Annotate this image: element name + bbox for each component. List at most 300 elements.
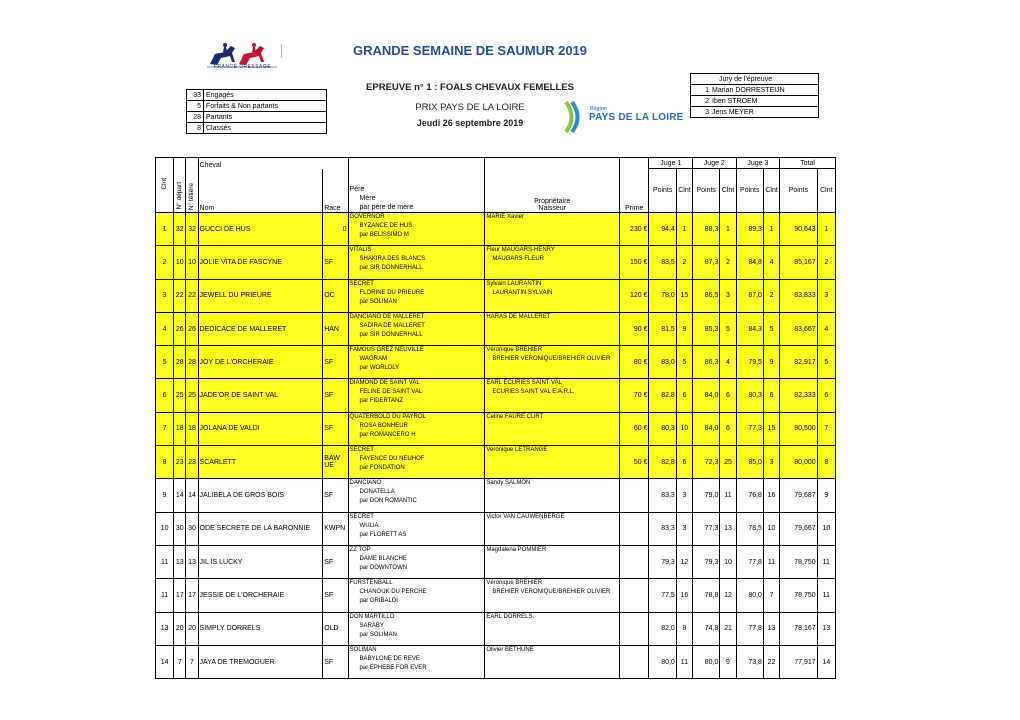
result-row — [156, 645, 836, 678]
judge3-points: 84,8 — [736, 246, 763, 279]
judge3-rank: 11 — [763, 545, 779, 578]
dam-sire: par FONDATION — [359, 465, 405, 472]
prix-name: PRIX PAYS DE LA LOIRE — [415, 102, 525, 113]
judge1-rank: 10 — [676, 412, 692, 445]
judge2-rank: 6 — [720, 379, 736, 412]
results-table — [155, 157, 836, 679]
pedigree-cell — [348, 412, 485, 445]
total-points: 83,667 — [780, 312, 817, 345]
judge1-points: 82,0 — [649, 612, 676, 645]
horse-name: SCARLETT — [198, 446, 323, 479]
owner-cell — [485, 446, 620, 479]
logo-caption: FRANCE DRESSAGE — [213, 64, 272, 70]
judge3-rank: 4 — [763, 246, 779, 279]
jury-row — [691, 85, 819, 96]
stat-label: Forfaits & Non partants — [204, 101, 327, 112]
rank-cell: 6 — [156, 379, 174, 412]
col-cl-2: Clnt — [720, 169, 736, 213]
judge1-points: 77,5 — [649, 579, 676, 612]
judge2-rank: 11 — [720, 479, 736, 512]
total-points: 77,917 — [780, 645, 817, 678]
pedigree-cell — [348, 312, 485, 345]
owner-cell — [485, 279, 620, 312]
total-rank: 2 — [817, 246, 835, 279]
prime-cell — [620, 479, 649, 512]
rank-cell: 14 — [156, 645, 174, 678]
prime-cell: 50 € — [620, 446, 649, 479]
horse-name: JADE'OR DE SAINT VAL — [198, 379, 323, 412]
owner: Fleur MAUGARS-HENRY — [486, 247, 555, 254]
result-row — [156, 479, 836, 512]
col-juge3: Juge 3 — [736, 158, 780, 169]
total-points: 83,833 — [780, 279, 817, 312]
dam: WAGRAM — [359, 356, 387, 363]
depart-cell: 30 — [174, 512, 186, 545]
judge2-points: 77,3 — [693, 512, 720, 545]
sire: QUATERBOLD DU PAYROL — [349, 413, 426, 420]
jury-number: 3 — [691, 107, 711, 118]
dam-sire: par ROMANCERO H — [359, 431, 416, 438]
judge1-rank: 8 — [676, 612, 692, 645]
dam: FAYENCE DU NEUHOF — [359, 456, 425, 463]
judge2-points: 85,3 — [693, 312, 720, 345]
dam: BABYLONE DE REVE — [359, 655, 420, 662]
horse-name: JALIBELA DE GROS BOIS — [198, 479, 323, 512]
col-owner: Propriétaire Naisseur — [485, 158, 620, 213]
owner: Magdalena POMMIER — [486, 546, 547, 553]
depart-cell: 7 — [174, 645, 186, 678]
depart-cell: 28 — [174, 346, 186, 379]
sire: FAMOUS GREZ NEUVILLE — [349, 347, 424, 354]
judge3-points: 77,8 — [736, 545, 763, 578]
total-points: 78,167 — [780, 612, 817, 645]
judge1-points: 80,3 — [649, 412, 676, 445]
owner: Sandy SALMON — [486, 480, 531, 487]
judge1-rank: 6 — [676, 379, 692, 412]
owner: EARL DORRELS. — [486, 613, 535, 620]
tetiere-cell: 22 — [186, 279, 198, 312]
total-rank: 13 — [817, 612, 835, 645]
depart-cell: 32 — [174, 213, 186, 246]
col-juge2: Juge 2 — [693, 158, 737, 169]
judge3-points: 84,3 — [736, 312, 763, 345]
tetiere-cell: 25 — [186, 379, 198, 412]
stat-label: Partants — [204, 112, 327, 123]
pedigree-cell — [348, 579, 485, 612]
jury-name: Jens MEYER — [710, 107, 819, 118]
sire: SECRET — [349, 447, 374, 454]
judge2-rank: 25 — [720, 446, 736, 479]
race-cell: SF — [323, 479, 348, 512]
stat-count: 33 — [187, 90, 204, 101]
owner-cell — [485, 545, 620, 578]
total-points: 85,167 — [780, 246, 817, 279]
col-points-1: Points — [649, 169, 676, 213]
dam-sire: par SIR DONNERHALL — [359, 331, 423, 338]
owner-cell — [485, 379, 620, 412]
depart-cell: 17 — [174, 579, 186, 612]
depart-cell: 18 — [174, 412, 186, 445]
stat-label: Classés — [204, 123, 327, 134]
judge2-rank: 3 — [720, 279, 736, 312]
pedigree-cell — [348, 246, 485, 279]
horse-name: JOLANA DE VALDI — [198, 412, 323, 445]
owner-cell — [485, 612, 620, 645]
tetiere-cell: 17 — [186, 579, 198, 612]
judge1-points: 83,3 — [649, 479, 676, 512]
sire: DANCIANO — [349, 480, 382, 487]
dam: DAME BLANCHE — [359, 555, 407, 562]
stat-count: 5 — [187, 101, 204, 112]
result-row — [156, 612, 836, 645]
horse-name: JEWELL DU PRIEURE — [198, 279, 323, 312]
judge2-points: 72,3 — [693, 446, 720, 479]
owner: Olivier BÉTHUNE — [486, 646, 534, 653]
col-race: Race — [323, 169, 348, 213]
event-date: Jeudi 26 septembre 2019 — [416, 118, 524, 128]
pedigree-cell — [348, 446, 485, 479]
pedigree-cell — [348, 279, 485, 312]
dam-sire: par SIR DONNERHALL — [359, 265, 423, 272]
judge3-points: 73,8 — [736, 645, 763, 678]
stats-row — [187, 90, 327, 101]
pedigree-cell — [348, 346, 485, 379]
jury-number: 1 — [691, 85, 711, 96]
judge3-points: 79,5 — [736, 346, 763, 379]
result-row — [156, 246, 836, 279]
tetiere-cell: 20 — [186, 612, 198, 645]
stat-label: Engagés — [204, 90, 327, 101]
judge2-rank: 21 — [720, 612, 736, 645]
total-rank: 11 — [817, 579, 835, 612]
jury-row — [691, 107, 819, 118]
depart-cell: 13 — [174, 545, 186, 578]
result-row — [156, 312, 836, 345]
result-row — [156, 412, 836, 445]
judge3-rank: 9 — [763, 346, 779, 379]
stats-row — [187, 112, 327, 123]
race-cell: OC — [323, 279, 348, 312]
race-cell: BAW UE — [323, 446, 348, 479]
judge2-points: 86,5 — [693, 279, 720, 312]
judge2-points: 88,3 — [693, 213, 720, 246]
judge3-points: 78,5 — [736, 512, 763, 545]
judge3-rank: 15 — [763, 412, 779, 445]
horse-name: JESSIE DE L'ORCHERAIE — [198, 579, 323, 612]
judge1-rank: 12 — [676, 545, 692, 578]
judge2-points: 80,0 — [693, 645, 720, 678]
stats-row — [187, 101, 327, 112]
dam: WULIA — [359, 522, 379, 529]
judge1-rank: 6 — [676, 446, 692, 479]
total-rank: 6 — [817, 379, 835, 412]
dam: SADIRA DE MALLERET — [359, 322, 425, 329]
logo-separator — [281, 44, 282, 58]
judge1-rank: 16 — [676, 579, 692, 612]
judge2-rank: 4 — [720, 346, 736, 379]
owner-cell — [485, 213, 620, 246]
total-points: 90,643 — [780, 213, 817, 246]
judge2-rank: 5 — [720, 312, 736, 345]
dam-sire: par EPHEBE FOR EVER — [359, 664, 427, 671]
stats-table — [186, 89, 327, 134]
judge2-rank: 2 — [720, 246, 736, 279]
race-cell: OLD — [323, 612, 348, 645]
judge2-rank: 1 — [720, 213, 736, 246]
jury-title: Jury de l'épreuve — [691, 74, 819, 85]
judge3-rank: 22 — [763, 645, 779, 678]
judge2-points: 79,0 — [693, 479, 720, 512]
owner-cell — [485, 346, 620, 379]
dam: BYZANCE DE HUS — [359, 223, 413, 229]
sire: SOLIMAN — [349, 646, 377, 653]
judge3-rank: 10 — [763, 512, 779, 545]
race-cell: 0 — [323, 213, 348, 246]
judge3-rank: 2 — [763, 279, 779, 312]
rank-cell: 11 — [156, 545, 174, 578]
horse-name: JIL IS LUCKY — [198, 545, 323, 578]
sire: GOVERNOR — [349, 214, 385, 220]
total-points: 80,500 — [780, 412, 817, 445]
judge3-points: 77,3 — [736, 412, 763, 445]
jury-name: Marian DORRESTEIJN — [710, 85, 819, 96]
horse-name: SIMPLY DORRELS — [198, 612, 323, 645]
total-points: 78,750 — [780, 545, 817, 578]
rank-cell: 3 — [156, 279, 174, 312]
result-row — [156, 213, 836, 246]
depart-cell: 14 — [174, 479, 186, 512]
pedigree-cell — [348, 512, 485, 545]
prime-cell — [620, 612, 649, 645]
total-rank: 7 — [817, 412, 835, 445]
judge1-points: 82,8 — [649, 446, 676, 479]
rank-cell: 2 — [156, 246, 174, 279]
judge2-points: 87,3 — [693, 246, 720, 279]
total-points: 82,333 — [780, 379, 817, 412]
rank-cell: 8 — [156, 446, 174, 479]
judge3-rank: 3 — [763, 446, 779, 479]
col-juge1: Juge 1 — [649, 158, 693, 169]
dam-sire: par WORLDLY — [359, 365, 400, 372]
judge3-points: 77,8 — [736, 612, 763, 645]
pedigree-cell — [348, 545, 485, 578]
total-rank: 14 — [817, 645, 835, 678]
breeder: MAUGARS FLEUR — [492, 256, 545, 263]
region-name: PAYS DE LA LOIRE — [589, 112, 684, 123]
result-row — [156, 545, 836, 578]
judge1-points: 79,3 — [649, 545, 676, 578]
owner: Véronique BREHIER — [486, 580, 543, 587]
judge2-points: 84,0 — [693, 379, 720, 412]
depart-cell: 10 — [174, 246, 186, 279]
judge3-points: 89,3 — [736, 213, 763, 246]
horse-name: GUCCI DE HUS — [198, 213, 323, 246]
dam-sire: par GRIBALDI — [359, 598, 398, 605]
total-rank: 4 — [817, 312, 835, 345]
stats-row — [187, 123, 327, 134]
owner-cell — [485, 412, 620, 445]
depart-cell: 26 — [174, 312, 186, 345]
prime-cell — [620, 579, 649, 612]
owner-cell — [485, 312, 620, 345]
dam-sire: par DON ROMANTIC — [359, 498, 417, 505]
prime-cell: 90 € — [620, 312, 649, 345]
col-depart: N° départ — [174, 158, 186, 213]
judge3-rank: 7 — [763, 579, 779, 612]
judge3-points: 80,3 — [736, 379, 763, 412]
result-row — [156, 279, 836, 312]
dam-sire: par FLORETT AS — [359, 531, 407, 538]
judge1-points: 83,5 — [649, 246, 676, 279]
rank-cell: 11 — [156, 579, 174, 612]
judge1-rank: 5 — [676, 346, 692, 379]
event-title: GRANDE SEMAINE DE SAUMUR 2019 — [352, 43, 588, 58]
dam: SARABY — [359, 622, 384, 629]
judge2-rank: 6 — [720, 412, 736, 445]
rank-cell: 5 — [156, 346, 174, 379]
depart-cell: 22 — [174, 279, 186, 312]
total-rank: 10 — [817, 512, 835, 545]
total-rank: 5 — [817, 346, 835, 379]
owner: EARL ECURIES SAINT VAL — [486, 380, 562, 387]
stat-count: 28 — [187, 112, 204, 123]
col-cl-total: Clnt — [817, 169, 835, 213]
depart-cell: 20 — [174, 612, 186, 645]
total-points: 82,917 — [780, 346, 817, 379]
breeder: BREHIER VERONIQUE/BREHIER OLIVIER — [492, 589, 611, 596]
judge1-points: 82,8 — [649, 379, 676, 412]
judge1-rank: 2 — [676, 246, 692, 279]
judge1-rank: 3 — [676, 479, 692, 512]
total-rank: 1 — [817, 213, 835, 246]
rank-cell: 7 — [156, 412, 174, 445]
dam-sire: par SOLIMAN — [359, 298, 397, 305]
rank-cell: 10 — [156, 512, 174, 545]
result-row — [156, 379, 836, 412]
rank-cell: 13 — [156, 612, 174, 645]
judge3-rank: 5 — [763, 312, 779, 345]
owner: Véronique BREHIER — [486, 347, 543, 354]
owner-cell — [485, 512, 620, 545]
dam: FLORINE DU PRIEURE — [359, 289, 425, 296]
judge1-rank: 11 — [676, 645, 692, 678]
result-row — [156, 346, 836, 379]
tetiere-cell: 10 — [186, 246, 198, 279]
judge1-points: 94,4 — [649, 213, 676, 246]
sire: DIAMOND DE SAINT VAL — [349, 380, 420, 387]
rank-cell: 9 — [156, 479, 174, 512]
dam: CHANOUK DU PERCHE — [359, 589, 427, 596]
stat-count: 8 — [187, 123, 204, 134]
dam-sire: par FIDERTANZ — [359, 398, 403, 405]
tetiere-cell: 14 — [186, 479, 198, 512]
dam: DONATELLA — [359, 489, 395, 496]
judge3-rank: 13 — [763, 612, 779, 645]
epreuve-title: EPREUVE n° 1 : FOALS CHEVAUX FEMELLES — [366, 82, 574, 93]
race-cell: KWPN — [323, 512, 348, 545]
dam-sire: par SOLIMAN — [359, 631, 397, 638]
judge2-points: 86,3 — [693, 346, 720, 379]
col-pedigree: Père Mère par père de mère — [348, 158, 485, 213]
tetiere-cell: 28 — [186, 346, 198, 379]
judge3-rank: 6 — [763, 379, 779, 412]
prime-cell: 120 € — [620, 279, 649, 312]
horse-name: JOLIE VITA DE FASCYNE — [198, 246, 323, 279]
race-cell: SF — [323, 246, 348, 279]
judge2-points: 78,8 — [693, 579, 720, 612]
judge1-rank: 15 — [676, 279, 692, 312]
prime-cell: 150 € — [620, 246, 649, 279]
owner: Celine FAURE CURT — [486, 413, 544, 420]
race-cell: SF — [323, 346, 348, 379]
prime-cell: 70 € — [620, 379, 649, 412]
sire: DANCIANO DE MALLERET — [349, 313, 425, 320]
horse-name: JOY DE L'ORCHERAIE — [198, 346, 323, 379]
dam-sire: par BELISSIMO M — [359, 232, 409, 238]
prime-cell: 60 € — [620, 412, 649, 445]
total-rank: 3 — [817, 279, 835, 312]
sire: ZZ TOP — [349, 546, 371, 553]
result-row — [156, 579, 836, 612]
judge3-rank: 1 — [763, 213, 779, 246]
judge1-points: 80,0 — [649, 645, 676, 678]
judge2-rank: 13 — [720, 512, 736, 545]
judge2-points: 79,3 — [693, 545, 720, 578]
col-clt: Clnt — [156, 158, 174, 213]
judge1-points: 81,5 — [649, 312, 676, 345]
dam: SHAKIRA DES BLANCS — [359, 256, 426, 263]
horse-name: JAYA DE TREMOGUER — [198, 645, 323, 678]
pedigree-cell — [348, 612, 485, 645]
breeder: BREHIER VERONIQUE/BREHIER OLIVIER — [492, 356, 611, 363]
prime-cell — [620, 512, 649, 545]
race-cell: SF — [323, 379, 348, 412]
col-points-2: Points — [693, 169, 720, 213]
depart-cell: 23 — [174, 446, 186, 479]
breeder: LAURANTIN SYLVAIN — [492, 289, 553, 296]
total-rank: 8 — [817, 446, 835, 479]
judge1-rank: 9 — [676, 312, 692, 345]
owner: MARIE Xavier — [486, 214, 525, 220]
owner-cell — [485, 246, 620, 279]
prime-cell — [620, 645, 649, 678]
sire: FURSTENBALL — [349, 580, 393, 587]
prime-cell — [620, 545, 649, 578]
tetiere-cell: 18 — [186, 412, 198, 445]
tetiere-cell: 30 — [186, 512, 198, 545]
race-cell: SF — [323, 645, 348, 678]
tetiere-cell: 32 — [186, 213, 198, 246]
owner: Sylvain LAURANTIN — [486, 280, 542, 287]
dam: ROSA BONHEUR — [359, 422, 408, 429]
judge3-points: 76,8 — [736, 479, 763, 512]
col-cl-1: Clnt — [676, 169, 692, 213]
rank-cell: 1 — [156, 213, 174, 246]
judge3-rank: 16 — [763, 479, 779, 512]
owner-cell — [485, 579, 620, 612]
col-prime: Prime — [620, 158, 649, 213]
prime-cell: 230 € — [620, 213, 649, 246]
horse-name: DEDICACE DE MALLERET — [198, 312, 323, 345]
total-points: 78,750 — [780, 579, 817, 612]
sire: SECRET — [349, 513, 374, 520]
col-total: Total — [780, 158, 836, 169]
horse-name: ODE SECRETE DE LA BARONNIE — [198, 512, 323, 545]
breeder: ECURIES SAINT VAL E.A.R.L. — [492, 389, 575, 396]
jury-row — [691, 96, 819, 107]
owner: Victor VAN CAUWENBERGE — [486, 513, 565, 520]
judge2-rank: 10 — [720, 545, 736, 578]
